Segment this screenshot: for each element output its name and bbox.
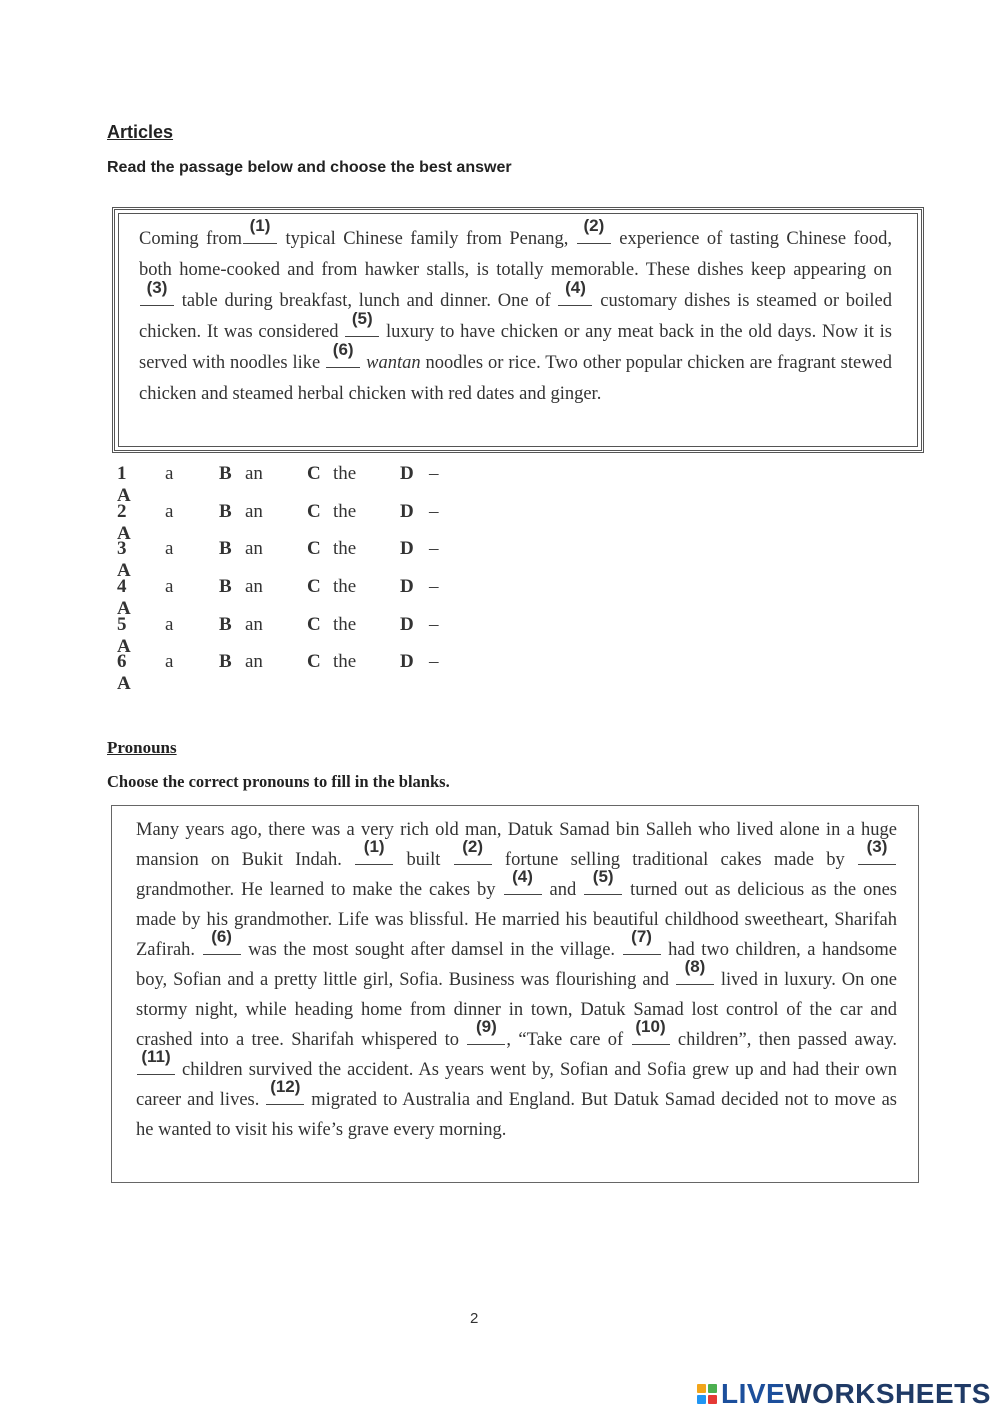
passage-text: and	[542, 880, 584, 900]
answer-blank[interactable]	[858, 837, 896, 866]
option-letter: C	[307, 613, 321, 635]
blank-number: (2)	[583, 216, 605, 235]
blank-number: (3)	[146, 278, 168, 297]
answer-blank[interactable]	[623, 927, 661, 956]
option-letter: C	[307, 463, 321, 484]
option-choice[interactable]: –	[429, 463, 439, 484]
option-letter: C	[307, 651, 321, 673]
option-letter: D	[400, 500, 414, 522]
articles-passage	[139, 216, 893, 410]
option-choice[interactable]: the	[333, 651, 357, 673]
blank-number: (2)	[462, 837, 484, 856]
answer-blank[interactable]	[140, 278, 174, 307]
option-choice[interactable]: –	[429, 613, 439, 635]
option-choice[interactable]: an	[245, 613, 263, 635]
option-choice[interactable]: an	[245, 651, 263, 673]
option-choice[interactable]: a	[165, 651, 174, 673]
liveworksheets-logo-text: LIVEWORKSHEETS	[721, 1378, 991, 1409]
passage-text: wantan	[366, 353, 421, 373]
blank-number: (12)	[270, 1077, 301, 1096]
passage-text: fortune selling traditional cakes made by	[492, 850, 858, 870]
option-letter: B	[219, 576, 232, 598]
question-number: 3 A	[117, 538, 131, 582]
option-choice[interactable]: a	[165, 613, 174, 635]
option-letter: C	[307, 576, 321, 598]
question-number: 1 A	[117, 463, 131, 506]
passage-text: table during breakfast, lunch and dinner. One of	[175, 291, 558, 311]
option-letter: D	[400, 613, 414, 635]
passage-text: customary dishes is steamed or boiled chicken. It was considered	[139, 291, 892, 342]
answer-blank[interactable]	[504, 867, 542, 896]
blank-number: (9)	[476, 1017, 497, 1036]
passage-text: typical Chinese family from Penang,	[278, 229, 576, 249]
blank-number: (11)	[141, 1047, 171, 1066]
blank-number: (4)	[565, 278, 586, 297]
question-number: 4 A	[117, 576, 131, 620]
liveworksheets-logo-icon	[697, 1384, 717, 1404]
option-letter: B	[219, 651, 232, 673]
option-choice[interactable]: an	[245, 538, 263, 560]
answer-blank[interactable]	[243, 216, 277, 245]
option-letter: D	[400, 538, 414, 560]
option-choice[interactable]: a	[165, 576, 174, 598]
option-choice[interactable]: the	[333, 463, 357, 484]
answer-blank[interactable]	[577, 216, 611, 245]
passage-text: grandmother. He learned to make the cakes by	[136, 880, 503, 900]
passage-text: built	[394, 850, 453, 870]
option-letter: B	[219, 538, 232, 560]
passage-text: , “Take care of	[506, 1030, 631, 1050]
passage-text: lived in luxury. On one stormy night, while heading home from dinner in town, Datuk Samad lost control of the car and crashed into a tree. Sharifah whispered to	[136, 970, 897, 1050]
answer-blank[interactable]	[137, 1047, 175, 1076]
option-choice[interactable]: the	[333, 613, 357, 635]
option-letter: C	[307, 538, 321, 560]
answer-blank[interactable]	[676, 957, 714, 986]
answer-blank[interactable]	[203, 927, 241, 956]
blank-number: (8)	[684, 957, 706, 976]
blank-number: (5)	[592, 867, 614, 886]
option-letter: D	[400, 463, 414, 484]
option-choice[interactable]: –	[429, 500, 439, 522]
passage-text: children survived the accident. As years went by, Sofian and Sofia grew up and had their own career and lives.	[136, 1060, 897, 1110]
answer-blank[interactable]	[558, 278, 592, 307]
answer-blank[interactable]	[584, 867, 622, 896]
answer-blank[interactable]	[454, 837, 492, 866]
option-choice[interactable]: the	[333, 538, 357, 560]
option-choice[interactable]: –	[429, 538, 439, 560]
passage-text: experience of tasting Chinese food, both home-cooked and from hawker stalls, is totally memorable. These dishes keep appearing on	[139, 229, 892, 280]
passage-text: was the most sought after damsel in the village.	[241, 940, 622, 960]
liveworksheets-logo	[697, 1380, 991, 1408]
answer-blank[interactable]	[632, 1017, 670, 1046]
passage-text: noodles or rice. Two other popular chicken are fragrant stewed chicken and steamed herbal chicken with red dates and ginger.	[139, 353, 893, 404]
option-letter: B	[219, 500, 232, 522]
question-number: 2 A	[117, 500, 131, 544]
option-letter: B	[219, 463, 232, 484]
option-choice[interactable]: –	[429, 651, 439, 673]
articles-instruction: Read the passage below and choose the best answer	[107, 159, 512, 176]
passage-text: children”, then passed away.	[670, 1030, 897, 1050]
answer-blank[interactable]	[467, 1017, 505, 1046]
answer-blank[interactable]	[355, 837, 393, 866]
option-choice[interactable]: –	[429, 576, 439, 598]
answer-blank[interactable]	[326, 340, 360, 369]
passage-text: migrated to Australia and England. But Datuk Samad decided not to move as he wanted to visit his wife’s grave every morning.	[136, 1090, 897, 1140]
answer-blank[interactable]	[266, 1077, 304, 1106]
blank-number: (1)	[249, 216, 271, 235]
blank-number: (6)	[332, 340, 354, 359]
page-number: 2	[470, 1310, 479, 1327]
option-choice[interactable]: an	[245, 576, 263, 598]
option-choice[interactable]: an	[245, 500, 263, 522]
option-letter: B	[219, 613, 232, 635]
passage-text: had two children, a handsome boy, Sofian and a pretty little girl, Sofia. Business was flourishing and	[136, 940, 898, 990]
blank-number: (7)	[631, 927, 652, 946]
option-choice[interactable]: a	[165, 463, 174, 484]
option-choice[interactable]: a	[165, 538, 174, 560]
passage-text: luxury to have chicken or any meat back in the old days. Now it is served with noodles like	[139, 322, 892, 373]
question-number: 6 A	[117, 651, 131, 695]
blank-number: (1)	[363, 837, 385, 856]
passage-text: Many years ago, there was a very rich old man, Datuk Samad bin Salleh who lived alone in a huge mansion on Bukit Indah.	[136, 820, 897, 870]
articles-heading: Articles	[107, 122, 174, 142]
option-letter: D	[400, 576, 414, 598]
option-choice[interactable]: the	[333, 576, 357, 598]
option-choice[interactable]: an	[245, 463, 263, 484]
blank-number: (6)	[211, 927, 232, 946]
question-number: 5 A	[117, 613, 131, 657]
passage-text: turned out as delicious as the ones made by his grandmother. Life was blissful. He married his beautiful childhood sweetheart, Sharifah Zafirah.	[136, 880, 897, 960]
option-letter: D	[400, 651, 414, 673]
blank-number: (3)	[866, 837, 888, 856]
blank-number: (4)	[512, 867, 533, 886]
passage-text: Coming from	[139, 229, 243, 249]
blank-number: (5)	[351, 309, 373, 328]
option-letter: C	[307, 500, 321, 522]
option-choice[interactable]: a	[165, 500, 174, 522]
pronouns-heading: Pronouns	[107, 738, 177, 757]
pronouns-instruction: Choose the correct pronouns to fill in the blanks.	[107, 772, 450, 791]
blank-number: (10)	[635, 1017, 666, 1036]
option-choice[interactable]: the	[333, 500, 357, 522]
pronouns-passage	[136, 815, 897, 1145]
